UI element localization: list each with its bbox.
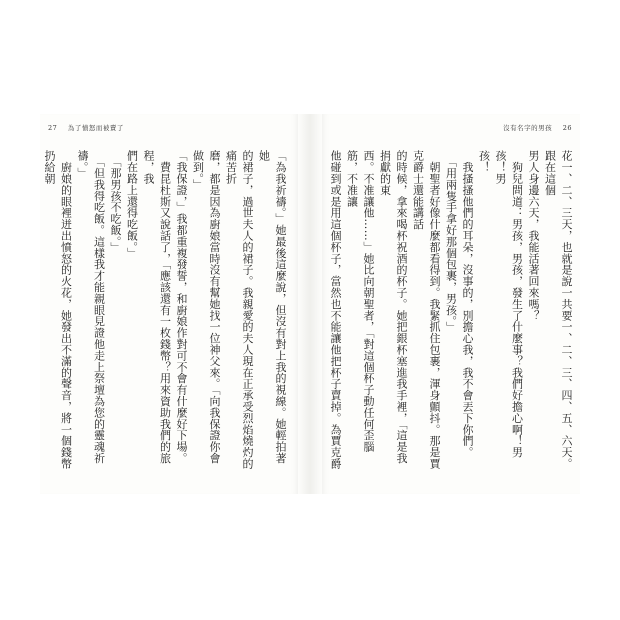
text-column: 「我保證，」我都重複發誓，和廚娘作對可不會有什麼好下場。 [175,150,188,464]
text-column: 狗兒問道：男孩，男孩，發生了什麼事？我們好擔心啊！男孩！男 [494,150,524,458]
right-page-body-text [328,150,574,472]
text-column: 男人身邊六天，我能活著回來嗎？ [527,150,540,321]
text-column: 他碰到或是用這個杯子，當然也不能讓他把杯子賣掉。為賈克爵 [329,150,342,470]
left-page [40,114,298,494]
text-column: 西。不准讓他……」她比向朝聖者，「對這個杯子動任何歪腦筋，不准讓 [345,150,375,453]
left-page-number: 27 [48,124,58,132]
right-page [322,114,580,494]
text-column [40,150,41,472]
text-column: 廚娘的眼裡迸出憤怒的火花，她發出不滿的聲音，將一個錢幣扔給朝 [43,150,73,470]
text-column: 孩！ [477,150,491,173]
text-column: 我搔搔他們的耳朵，沒事的，別擔心我，我不會丟下你們。 [461,150,474,458]
left-page-body-text [40,150,288,472]
text-column: 「用兩隻手拿好那個包裹，男孩。」 [444,150,458,333]
left-page-header [40,123,124,132]
text-column: 「但我得吃飯。這樣我才能親眼見證他走上祭壇為您的靈魂祈禱。」 [76,150,106,464]
text-column: 的裙子，過世夫人的裙子。我親愛的夫人現在正承受烈焰燒灼的痛苦折 [224,150,254,470]
right-running-title: 沒有名字的男孩 [503,124,553,132]
left-running-title: 為了憤怒而被賣了 [67,124,124,132]
text-column: 費昆杜斯又說話了，「應該還有一枚錢幣？用來資助我們的旅程，我 [142,150,172,464]
book-gutter [298,114,322,494]
text-column: 「那男孩不吃飯。」 [109,150,122,253]
text-column: 花一、二、三天，也就是說一共要一、二、三、四、五、六天。跟在這個 [543,150,573,470]
right-page-number: 26 [562,124,572,132]
text-column: 們在路上還得吃飯。」 [125,150,139,259]
right-page-header [503,123,580,132]
text-column: 「為我祈禱。」她最後這麼說，但沒有對上我的視線。她輕拍著她 [257,150,287,464]
text-column: 朝聖者好像什麼都看得到。我緊抓住包裹，渾身顫抖。那是賈克爵士還能講話 [411,150,441,470]
text-column: 磨，都是因為廚娘當時沒有幫她找一位神父來。「向我保證你會做到。」 [191,150,221,464]
text-column: 的時候，拿來喝杯祝酒的杯子。她把銀杯塞進我手裡，「這是我捐獻的東 [378,150,408,464]
